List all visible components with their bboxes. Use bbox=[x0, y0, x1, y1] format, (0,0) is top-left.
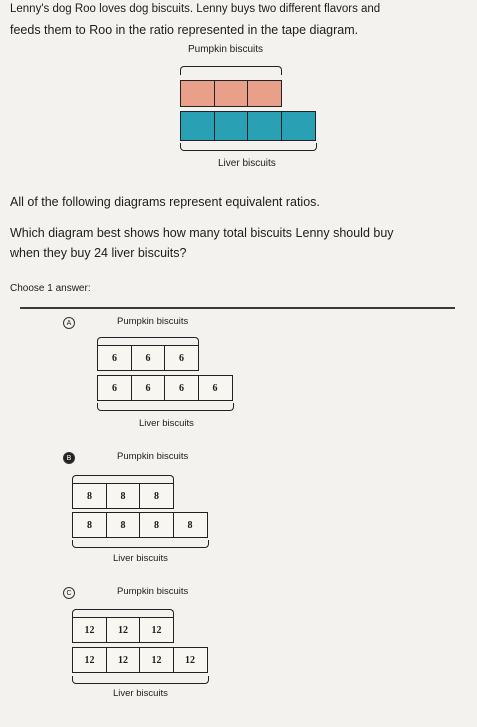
choice-a-radio[interactable]: A bbox=[63, 317, 75, 329]
choice-a-top-label: Pumpkin biscuits bbox=[117, 316, 189, 327]
choice-b-bottom-label: Liver biscuits bbox=[113, 553, 168, 564]
tape-cell: 6 bbox=[198, 375, 233, 401]
tape-cell: 6 bbox=[97, 345, 132, 371]
tape-cell: 8 bbox=[139, 483, 174, 509]
tape-cell: 6 bbox=[131, 345, 166, 371]
equivalent-ratios-statement: All of the following diagrams represent equivalent ratios. bbox=[10, 195, 320, 209]
tape-cell: 12 bbox=[139, 647, 174, 673]
tape-cell: 12 bbox=[139, 617, 174, 643]
tape-cell: 6 bbox=[97, 375, 132, 401]
tape-cell: 12 bbox=[72, 617, 107, 643]
divider bbox=[20, 307, 455, 309]
choose-label: Choose 1 answer: bbox=[10, 283, 91, 294]
choice-c-radio[interactable]: C bbox=[63, 587, 75, 599]
diagram-bottom-tape bbox=[180, 111, 314, 141]
choice-a-top-bracket bbox=[97, 337, 199, 345]
diagram-bottom-bracket bbox=[180, 143, 317, 151]
tape-cell: 12 bbox=[72, 647, 107, 673]
diagram-top-label: Pumpkin biscuits bbox=[188, 44, 264, 55]
tape-cell bbox=[180, 80, 215, 107]
choice-a-bottom-bracket bbox=[97, 403, 234, 411]
choice-c-top-label: Pumpkin biscuits bbox=[117, 586, 189, 597]
choice-b-top-label: Pumpkin biscuits bbox=[117, 451, 189, 462]
tape-cell bbox=[247, 80, 282, 107]
tape-cell: 8 bbox=[106, 483, 141, 509]
tape-cell: 6 bbox=[164, 375, 199, 401]
choice-a-bottom-label: Liver biscuits bbox=[139, 418, 194, 429]
choice-c-top-bracket bbox=[72, 609, 174, 617]
tape-cell bbox=[247, 111, 282, 141]
tape-cell bbox=[180, 111, 215, 141]
tape-cell bbox=[214, 111, 249, 141]
diagram-top-bracket bbox=[180, 66, 282, 75]
problem-line-2: feeds them to Roo in the ratio represented in the tape diagram. bbox=[10, 23, 359, 37]
diagram-top-tape bbox=[180, 80, 281, 107]
choice-b-top-tape bbox=[72, 483, 173, 509]
tape-cell: 6 bbox=[164, 345, 199, 371]
tape-cell: 8 bbox=[173, 512, 208, 538]
choice-c-bottom-bracket bbox=[72, 676, 209, 684]
choice-b-bottom-bracket bbox=[72, 540, 209, 548]
tape-cell: 12 bbox=[173, 647, 208, 673]
problem-line-1: Lenny's dog Roo loves dog biscuits. Lenny buys two different flavors and bbox=[10, 3, 381, 15]
choice-a-bottom-tape bbox=[97, 375, 231, 401]
question-line-2: when they buy 24 liver biscuits? bbox=[10, 246, 187, 260]
tape-cell: 8 bbox=[72, 512, 107, 538]
tape-cell: 6 bbox=[131, 375, 166, 401]
tape-cell: 12 bbox=[106, 647, 141, 673]
tape-cell: 8 bbox=[72, 483, 107, 509]
question-line-1: Which diagram best shows how many total biscuits Lenny should buy bbox=[10, 226, 394, 240]
tape-cell bbox=[214, 80, 249, 107]
choice-c-bottom-tape bbox=[72, 647, 206, 673]
tape-cell: 8 bbox=[106, 512, 141, 538]
diagram-bottom-label: Liver biscuits bbox=[218, 158, 276, 169]
choice-c-top-tape bbox=[72, 617, 173, 643]
choice-c-bottom-label: Liver biscuits bbox=[113, 688, 168, 699]
problem-text bbox=[10, 0, 472, 40]
choice-b-bottom-tape bbox=[72, 512, 206, 538]
choice-a-top-tape bbox=[97, 345, 198, 371]
choice-b-radio[interactable]: B bbox=[63, 452, 75, 464]
tape-cell: 12 bbox=[106, 617, 141, 643]
tape-cell bbox=[281, 111, 316, 141]
choice-b-top-bracket bbox=[72, 475, 174, 483]
tape-cell: 8 bbox=[139, 512, 174, 538]
